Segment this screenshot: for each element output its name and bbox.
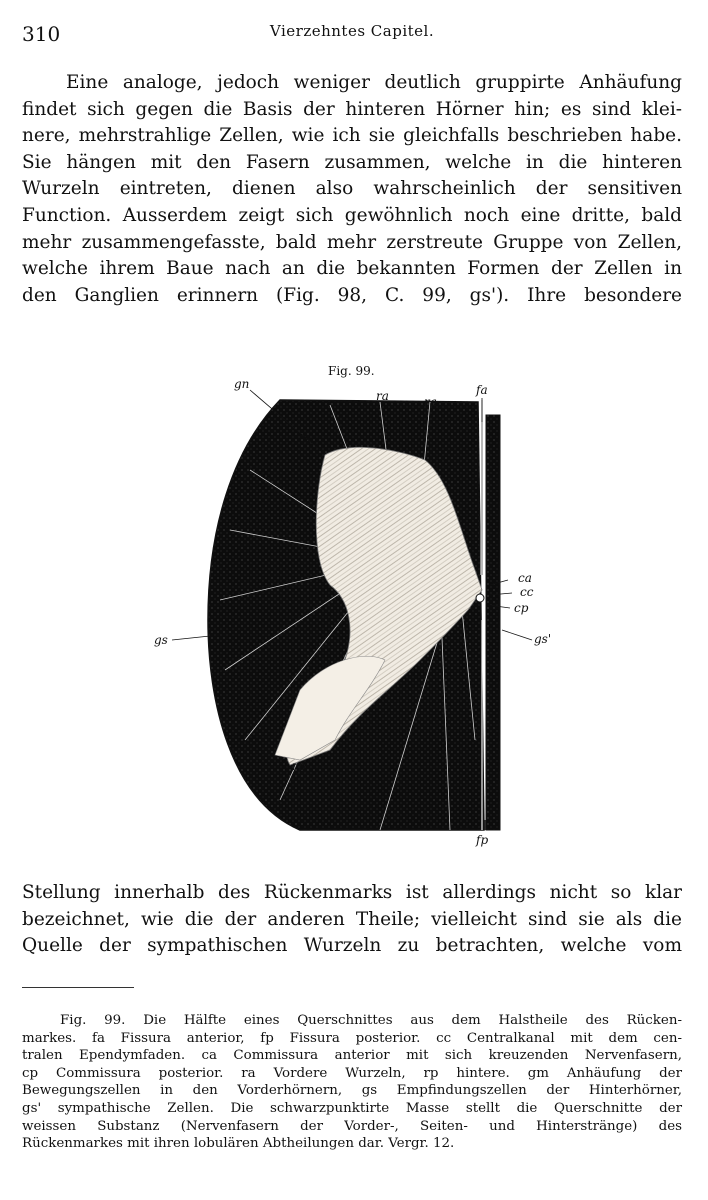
label-fa: fa: [476, 383, 488, 397]
central-canal: [476, 594, 484, 602]
text-line: findet sich gegen die Basis der hinteren Hörner hin; es sind klei-: [22, 98, 682, 120]
label-gn: gn: [234, 377, 250, 391]
caption-line: Rückenmarkes mit ihren lobulären Abtheilungen dar. Vergr. 12.: [22, 1136, 455, 1152]
spinal-cord-cross-section: [150, 360, 570, 860]
label-rp: rp: [292, 759, 306, 773]
text-line: Wurzeln eintreten, dienen also wahrscheinlich der sensitiven: [22, 178, 682, 200]
page-number: 310: [22, 22, 61, 46]
text-line: den Ganglien erinnern (Fig. 98, C. 99, gs'). Ihre besondere: [22, 284, 682, 306]
label-gs-prime: gs': [534, 632, 552, 646]
label-ca: ca: [518, 571, 532, 585]
label-ra: ra: [424, 395, 437, 409]
label-fp: fp: [476, 833, 489, 847]
caption-line: gs' sympathische Zellen. Die schwarzpunktirte Masse stellt die Querschnitte der: [22, 1100, 682, 1116]
label-cp: cp: [514, 601, 529, 615]
label-gs: gs: [154, 633, 168, 647]
text-line: Eine analoge, jedoch weniger deutlich gruppirte Anhäufung: [66, 72, 682, 93]
page-header: [22, 22, 682, 46]
label-cc: cc: [520, 585, 534, 599]
caption-line: markes. fa Fissura anterior, fp Fissura posterior. cc Centralkanal mit dem cen-: [22, 1030, 682, 1046]
anterior-column: [486, 415, 500, 830]
text-line: welche ihrem Baue nach an die bekannten Formen der Zellen in: [22, 258, 682, 280]
caption-line: Bewegungszellen in den Vorderhörnern, gs Empfindungszellen der Hinterhörner,: [22, 1083, 682, 1099]
text-line: mehr zusammengefasste, bald mehr zerstreute Gruppe von Zellen,: [22, 231, 682, 253]
text-line: bezeichnet, wie die der anderen Theile; vielleicht sind sie als die: [22, 908, 682, 930]
label-ra: ra: [376, 389, 389, 403]
running-head: Vierzehntes Capitel.: [269, 22, 435, 40]
caption-line: Fig. 99. Die Hälfte eines Querschnittes aus dem Halstheile des Rücken-: [60, 1013, 682, 1028]
text-line: Quelle der sympathischen Wurzeln zu betrachten, welche vom: [22, 935, 682, 957]
caption-line: weissen Substanz (Nervenfasern der Vorder-, Seiten- und Hinterstränge) des: [22, 1118, 682, 1134]
text-line: Sie hängen mit den Fasern zusammen, welche in die hinteren: [22, 151, 682, 173]
paragraph-2: [22, 880, 682, 960]
text-line: Function. Ausserdem zeigt sich gewöhnlich noch eine dritte, bald: [22, 204, 682, 226]
paragraph-1: [22, 70, 682, 309]
caption-line: cp Commissura posterior. ra Vordere Wurzeln, rp hintere. gm Anhäufung der: [22, 1065, 682, 1081]
figure-title: Fig. 99.: [328, 364, 375, 378]
text-line: Stellung innerhalb des Rückenmarks ist allerdings nicht so klar: [22, 882, 682, 903]
figure-caption: [22, 1012, 682, 1153]
footnote-rule: [22, 987, 134, 988]
caption-line: tralen Ependymfaden. ca Commissura anterior mit sich kreuzenden Nervenfasern,: [22, 1048, 682, 1064]
text-line: nere, mehrstrahlige Zellen, wie ich sie gleichfalls beschrieben habe.: [22, 125, 682, 147]
figure-99: [150, 360, 570, 860]
